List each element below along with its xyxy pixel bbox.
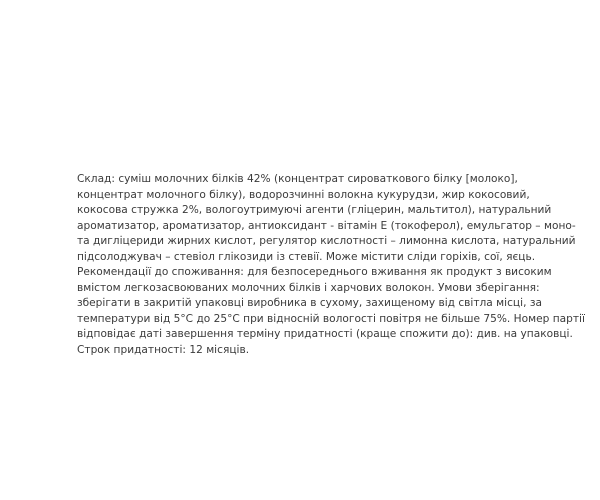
product-description-text	[77, 172, 585, 358]
text-line: зберігати в закритій упаковці виробника в сухому, захищеному від світла місці, за	[77, 297, 542, 309]
text-line: Рекомендації до споживання: для безпосереднього вживання як продукт з високим	[77, 266, 552, 278]
text-line: та дигліцериди жирних кислот, регулятор кислотності – лимонна кислота, натуральний	[77, 235, 576, 247]
text-line: ароматизатор, ароматизатор, антиоксидант - вітамін Е (токоферол), емульгатор – моно-	[77, 219, 576, 232]
text-line: температури від 5°С до 25°С при відносній вологості повітря не більше 75%. Номер партії	[77, 312, 585, 325]
text-line: кокосова стружка 2%, вологоутримуючі агенти (гліцерин, мальтитол), натуральний	[77, 204, 552, 216]
text-line: концентрат молочного білку), водорозчинні волокна кукурудзи, жир кокосовий,	[77, 188, 530, 201]
text-line: Строк придатності: 12 місяців.	[77, 343, 250, 356]
text-line: відповідає даті завершення терміну придатності (краще спожити до): див. на упаковці.	[77, 328, 573, 340]
text-line: вмістом легкозасвоюваних молочних білків і харчових волокон. Умови зберігання:	[77, 281, 540, 294]
text-line: Склад: суміш молочних білків 42% (концентрат сироваткового білку [молоко],	[77, 173, 518, 185]
text-line: підсолоджувач – стевіол глікозиди із стевії. Може містити сліди горіхів, сої, яєць.	[77, 250, 536, 263]
